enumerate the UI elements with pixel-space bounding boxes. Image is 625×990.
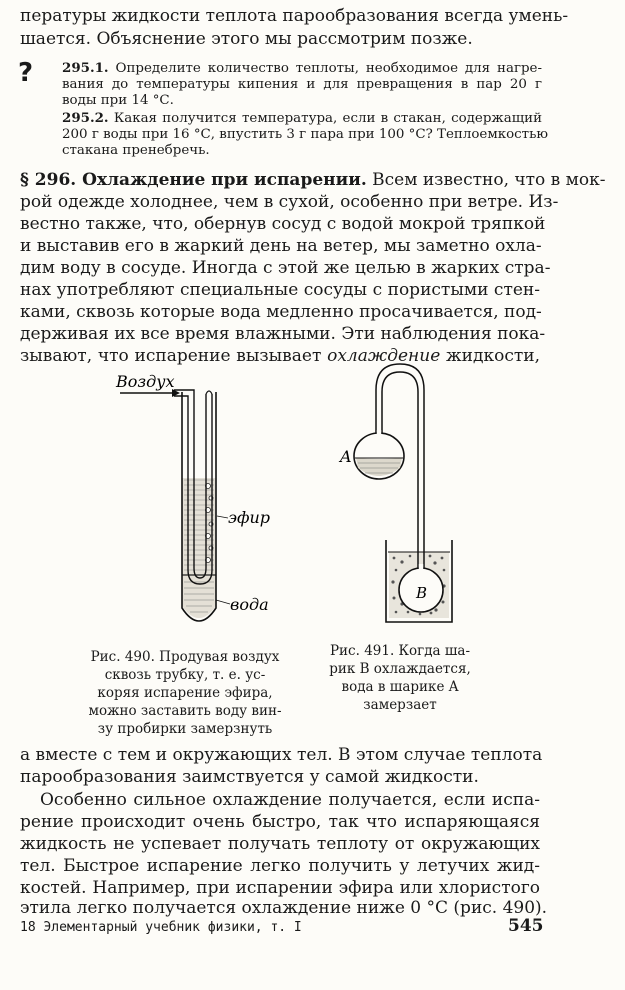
text-line: жидкость не успевает получать теплоту от окружающих (20, 834, 540, 854)
page-number: 545 (508, 916, 544, 936)
label-air: Воздух (116, 372, 175, 391)
question-295-2 (62, 110, 549, 159)
text-line: рой одежде холоднее, чем в сухой, особенно при ветре. Из- (20, 192, 559, 212)
italic-term: охлаждение (327, 346, 441, 366)
text-line: пературы жидкости теплота парообразования всегда умень- (20, 6, 569, 26)
label-a: A (340, 447, 352, 466)
footer-book-title: 18 Элементарный учебник физики, т. I (20, 920, 302, 935)
text-line: нах употребляют специальные сосуды с пористыми стен- (20, 280, 540, 300)
section-first-line: § 296. Охлаждение при испарении. Всем известно, что в мок- (20, 170, 606, 190)
figure-490-test-tube (100, 368, 300, 648)
text-line: а вместе с тем и окружающих тел. В этом случае теплота (20, 745, 543, 765)
question-295-1 (62, 60, 542, 109)
text-line: зывают, что испарение вызывает охлаждение жидкости, (20, 346, 540, 366)
question-text: 200 г воды при 16 °С, впустить 3 г пара при 100 °С? Теплоемкостью (62, 127, 549, 142)
figure-491-caption: Рис. 491. Когда ша- рик B охлаждается, вода в шарике A замерзает (329, 643, 471, 713)
text-line: рение происходит очень быстро, так что испаряющаяся (20, 812, 540, 832)
label-ether: эфир (228, 508, 271, 527)
question-text: стакана пренебречь. (62, 143, 210, 158)
figure-490-caption: Рис. 490. Продувая воздух сквозь трубку, т. е. ус- коряя испарение эфира, можно заставить воду вин- зу пробирки замерзнуть (88, 649, 282, 737)
question-number: 295.2. (62, 110, 109, 126)
label-b: B (416, 584, 428, 602)
question-text: воды при 14 °С. (62, 93, 174, 108)
text-line: вестно также, что, обернув сосуд с водой мокрой тряпкой (20, 214, 546, 234)
question-mark-icon: ? (18, 58, 34, 88)
figure-491-cryophorus (330, 360, 480, 640)
text-line: дим воду в сосуде. Иногда с этой же целью в жарких стра- (20, 258, 551, 278)
text-line: тел. Быстрое испарение легко получить у летучих жид- (20, 856, 540, 876)
question-text: Какая получится температура, если в стакан, содержащий (108, 111, 542, 126)
text-line: Особенно сильное охлаждение получается, если испа- (40, 790, 540, 810)
text-line: шается. Объяснение этого мы рассмотрим позже. (20, 29, 473, 49)
text-line: ками, сквозь которые вода медленно просачивается, под- (20, 302, 542, 322)
question-text: вания до температуры кипения и для превращения в пар 20 г (62, 77, 542, 92)
text-line: этила легко получается охлаждение ниже 0 °С (рис. 490). (20, 898, 548, 918)
label-water: вода (230, 595, 269, 614)
text-line: костей. Например, при испарении эфира или хлористого (20, 878, 540, 898)
question-number: 295.1. (62, 60, 109, 76)
text-line: парообразования заимствуется у самой жидкости. (20, 767, 479, 787)
text-line: и выставив его в жаркий день на ветер, мы заметно охла- (20, 236, 542, 256)
section-title: § 296. Охлаждение при испарении. (20, 170, 367, 190)
text-line: держивая их все время влажными. Эти наблюдения пока- (20, 324, 546, 344)
question-text: Определите количество теплоты, необходимое для нагре- (108, 61, 542, 76)
